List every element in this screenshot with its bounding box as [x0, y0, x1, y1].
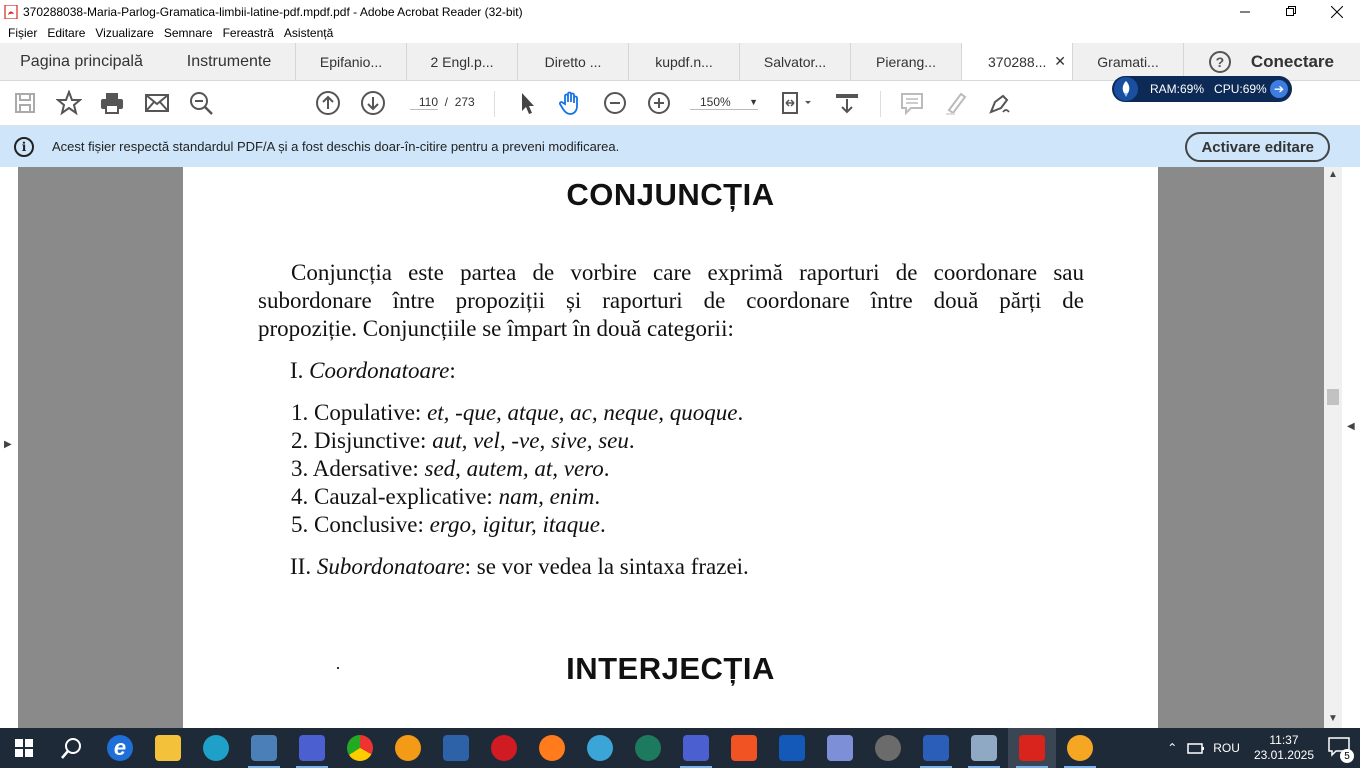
taskbar-app[interactable]: [96, 728, 144, 768]
page-navigator: [410, 95, 475, 110]
taskbar-app[interactable]: [528, 728, 576, 768]
word-icon: [923, 735, 949, 761]
chrome-icon: [347, 735, 373, 761]
brave-icon: [731, 735, 757, 761]
canvas-background: [18, 167, 183, 728]
start-button[interactable]: [0, 728, 48, 768]
item-end: .: [603, 456, 610, 481]
arrow-up-circle-icon: [315, 90, 341, 116]
taskbar-app[interactable]: [144, 728, 192, 768]
tab-document[interactable]: [407, 43, 518, 80]
tab-document[interactable]: [629, 43, 740, 80]
right-panel-toggle[interactable]: [1342, 167, 1360, 728]
taskbar-app[interactable]: [672, 728, 720, 768]
item-examples: sed, autem, at, vero: [424, 456, 604, 481]
connect-button[interactable]: Conectare: [1250, 51, 1334, 71]
plus-circle-icon: [646, 90, 672, 116]
battery-network-icon[interactable]: [1187, 741, 1205, 755]
comment-button[interactable]: [898, 89, 926, 117]
taskbar-app[interactable]: [480, 728, 528, 768]
notification-count: 5: [1340, 749, 1354, 763]
enable-editing-button[interactable]: Activare editare: [1185, 132, 1330, 162]
menu-edit[interactable]: Editare: [47, 25, 86, 40]
item-prefix: 5. Conclusive:: [291, 512, 430, 537]
taskbar-app[interactable]: [432, 728, 480, 768]
tab-label: Epifanio...: [319, 53, 383, 70]
item-examples: et, -que, atque, ac, neque, quoque: [427, 400, 738, 425]
section-rest: : se vor vedea la sintaxa frazei.: [464, 554, 749, 579]
previous-page-button[interactable]: [314, 89, 342, 117]
chevron-left-icon: ◀: [1347, 421, 1355, 432]
windows-start-icon: [15, 739, 33, 757]
media-player-icon: [251, 735, 277, 761]
restore-icon: [1286, 6, 1297, 17]
disk-app-icon: [683, 735, 709, 761]
item-prefix: 1. Copulative:: [291, 400, 428, 425]
close-window-button[interactable]: [1314, 0, 1360, 23]
tab-label: Salvator...: [763, 53, 827, 70]
menu-sign[interactable]: Semnare: [163, 25, 213, 40]
taskbar-app[interactable]: [960, 728, 1008, 768]
tab-document-active[interactable]: [962, 43, 1073, 80]
item-prefix: 3. Adersative:: [291, 456, 425, 481]
section-label: Subordonatoare: [316, 554, 465, 579]
taskbar-app[interactable]: [816, 728, 864, 768]
section-subordonatoare: [290, 554, 749, 580]
hand-icon: [558, 90, 584, 116]
taskbar-app[interactable]: [576, 728, 624, 768]
taskbar-search-button[interactable]: [48, 728, 96, 768]
taskbar-app[interactable]: [768, 728, 816, 768]
divider: [880, 91, 881, 117]
tab-document[interactable]: [740, 43, 851, 80]
email-button[interactable]: [143, 89, 171, 117]
opera-icon: [491, 735, 517, 761]
zoom-select[interactable]: [690, 95, 758, 110]
item-examples: nam, enim: [498, 484, 595, 509]
menu-view[interactable]: Vizualizare: [95, 25, 154, 40]
clock[interactable]: [1254, 733, 1314, 763]
highlighter-icon: [943, 90, 969, 116]
item-prefix: 2. Disjunctive:: [291, 428, 433, 453]
zoom-in-button[interactable]: [645, 89, 673, 117]
minimize-icon: [1240, 6, 1251, 17]
green-app-icon: [635, 735, 661, 761]
intro-line-1: Conjuncția este partea de vorbire care exprimă raporturi de coordonare sau: [291, 260, 1084, 285]
item-examples: aut, vel, -ve, sive, seu: [432, 428, 629, 453]
news-app-icon: [443, 735, 469, 761]
arrow-down-circle-icon: [360, 90, 386, 116]
vertical-scrollbar[interactable]: [1324, 167, 1342, 728]
minus-circle-icon: [602, 90, 628, 116]
envelope-icon: [144, 90, 170, 116]
star-icon: [56, 90, 82, 116]
scrollbar-thumb[interactable]: [1327, 389, 1339, 405]
save-disk-icon: [299, 735, 325, 761]
item-prefix: 4. Cauzal-explicative:: [291, 484, 499, 509]
rocket-icon: [1114, 77, 1138, 101]
scroll-mode-button[interactable]: [833, 89, 861, 117]
bw-app-icon: [875, 735, 901, 761]
page-fit-button[interactable]: [778, 89, 814, 117]
item-end: .: [594, 484, 601, 509]
highlight-button[interactable]: [942, 89, 970, 117]
cursor-arrow-icon: [514, 90, 540, 116]
window-title: 370288038-Maria-Parlog-Gramatica-limbii-latine-pdf.mpdf.pdf - Adobe Acrobat Reader (32-bit): [23, 4, 523, 19]
section-number: I.: [290, 358, 310, 383]
canvas-background: [1158, 167, 1324, 728]
title-bar: [0, 0, 1360, 23]
divider: [494, 91, 495, 117]
document-viewport[interactable]: [0, 167, 1360, 728]
taskbar-app[interactable]: [336, 728, 384, 768]
pen-sign-icon: [987, 90, 1013, 116]
system-tray: [1167, 728, 1360, 768]
scroll-up-icon[interactable]: ▲: [1328, 169, 1338, 180]
file-explorer-icon: [155, 735, 181, 761]
taskbar-app[interactable]: [624, 728, 672, 768]
close-icon: [1331, 6, 1343, 18]
fit-page-icon: [779, 90, 813, 116]
remote-desktop-icon: [971, 735, 997, 761]
readonly-banner: [0, 126, 1360, 167]
taskbar-app[interactable]: [288, 728, 336, 768]
tab-document[interactable]: [296, 43, 407, 80]
tab-label: 370288...: [988, 53, 1047, 70]
hand-tool-button[interactable]: [557, 89, 585, 117]
item-end: .: [737, 400, 744, 425]
select-tool-button[interactable]: [513, 89, 541, 117]
acrobat-icon: [1019, 735, 1045, 761]
clock-date: 23.01.2025: [1253, 748, 1314, 762]
tab-close-icon[interactable]: ✕: [1054, 53, 1066, 69]
section-label: Coordonatoare: [309, 358, 450, 383]
section-coordonatoare: [290, 358, 456, 384]
comment-icon: [899, 90, 925, 116]
firefox-icon: [539, 735, 565, 761]
heading-conjunctia: CONJUNCȚIA: [566, 177, 775, 212]
ram-usage: RAM:69%: [1150, 82, 1205, 96]
save-icon: [12, 90, 38, 116]
info-icon: i: [14, 137, 34, 157]
left-panel-toggle[interactable]: [0, 167, 18, 728]
notification-center-icon[interactable]: [1328, 737, 1350, 762]
tab-document[interactable]: [851, 43, 962, 80]
list-item: [291, 428, 635, 454]
restore-button[interactable]: [1268, 0, 1314, 23]
acrobat-app-icon: [4, 5, 18, 19]
chevron-right-icon: ▶: [4, 439, 12, 450]
taskbar-app[interactable]: [720, 728, 768, 768]
section-suffix: :: [449, 358, 456, 383]
internet-explorer-icon: e: [107, 735, 133, 761]
print-button[interactable]: [98, 89, 126, 117]
slides-app-icon: [1067, 735, 1093, 761]
clock-time: 11:37: [1269, 733, 1299, 747]
save-button[interactable]: [11, 89, 39, 117]
zoom-value: 150%: [700, 95, 731, 109]
item-examples: ergo, igitur, itaque: [429, 512, 601, 537]
list-item: [291, 400, 743, 426]
next-page-button[interactable]: [359, 89, 387, 117]
taskbar-app[interactable]: [1056, 728, 1104, 768]
taskbar-app-active[interactable]: [1008, 728, 1056, 768]
find-button[interactable]: [187, 89, 215, 117]
tab-label: Diretto ...: [544, 53, 602, 70]
banner-message: Acest fișier respectă standardul PDF/A și a fost deschis doar-în-citire pentru a preveni modificarea.: [52, 139, 620, 154]
tab-document[interactable]: [1073, 43, 1184, 80]
menu-file[interactable]: Fișier: [8, 25, 38, 40]
tab-label: Pierang...: [876, 53, 936, 70]
list-item: [291, 456, 610, 482]
tab-label: 2 Engl.p...: [430, 53, 494, 70]
taskbar-app[interactable]: [384, 728, 432, 768]
resource-monitor-widget[interactable]: [1112, 76, 1292, 102]
menu-window[interactable]: Fereastră: [222, 25, 274, 40]
heading-interjectia: INTERJECȚIA: [566, 651, 775, 686]
item-end: .: [600, 512, 606, 537]
tab-label: Gramati...: [1097, 53, 1159, 70]
taskbar-app[interactable]: [240, 728, 288, 768]
minimize-button[interactable]: [1222, 0, 1268, 23]
sign-button[interactable]: [986, 89, 1014, 117]
search-icon: [61, 737, 83, 759]
pdf-page: [183, 167, 1158, 728]
item-end: .: [628, 428, 635, 453]
page-separator: /: [444, 95, 449, 109]
zoom-search-icon: [188, 90, 214, 116]
tab-home[interactable]: Pagina principală: [20, 52, 143, 70]
taskbar-app[interactable]: [192, 728, 240, 768]
chevron-down-icon: ▼: [749, 97, 758, 107]
total-pages: 273: [454, 95, 475, 109]
scroll-down-icon[interactable]: ▼: [1328, 713, 1338, 724]
section-number: II.: [290, 554, 317, 579]
list-item: [291, 484, 600, 510]
chevron-up-icon[interactable]: ⌃: [1167, 741, 1178, 755]
menu-help[interactable]: Asistență: [283, 25, 334, 40]
blue-app-icon: [779, 735, 805, 761]
tab-label: kupdf.n...: [655, 53, 713, 70]
taskbar-app[interactable]: [864, 728, 912, 768]
arrow-right-icon[interactable]: ➔: [1270, 80, 1288, 98]
intro-line-3: propoziție. Conjuncțiile se împart în două categorii:: [258, 316, 734, 341]
scroll-mode-icon: [834, 90, 860, 116]
taskbar-app[interactable]: [912, 728, 960, 768]
printer-icon: [99, 90, 125, 116]
current-page-input[interactable]: 110: [410, 95, 438, 110]
language-indicator[interactable]: ROU: [1213, 741, 1240, 755]
tab-document[interactable]: [518, 43, 629, 80]
edge-icon: [203, 735, 229, 761]
bookmark-star-button[interactable]: [55, 89, 83, 117]
orange-app-icon: [395, 735, 421, 761]
menu-bar: [0, 23, 1360, 42]
book-app-icon: [827, 735, 853, 761]
list-item: [291, 512, 606, 538]
cpu-usage: CPU:69%: [1214, 82, 1267, 96]
intro-line-2: subordonare între propoziții și raporturi de coordonare între două părți de: [258, 288, 1084, 313]
help-icon[interactable]: ?: [1209, 51, 1231, 73]
tab-tools[interactable]: Instrumente: [163, 43, 296, 80]
zoom-out-button[interactable]: [601, 89, 629, 117]
taskbar: [0, 728, 1360, 768]
globe-app-icon: [587, 735, 613, 761]
